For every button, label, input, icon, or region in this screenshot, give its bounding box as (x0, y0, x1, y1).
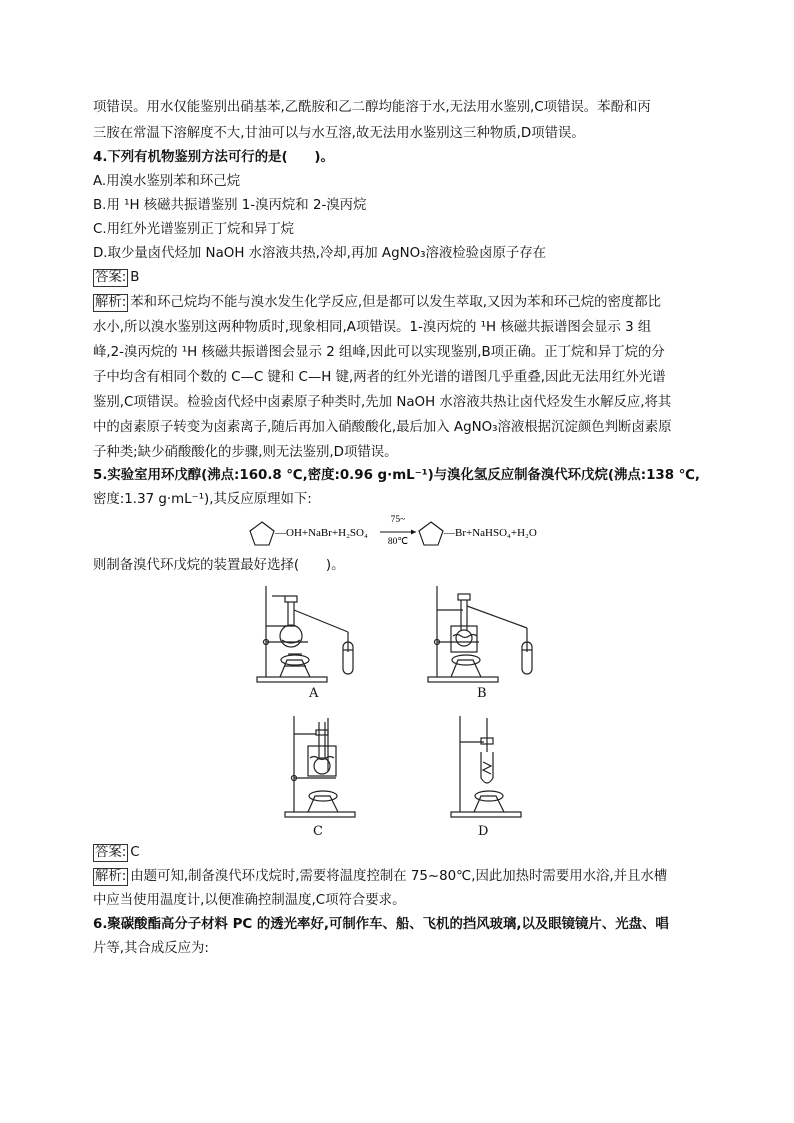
answer-value: C (130, 845, 140, 860)
cyclopentane-ring-left (250, 522, 274, 545)
figure-label-c: C (313, 824, 323, 839)
option-c: C.用红外光谱鉴别正丁烷和异丁烷 (93, 222, 295, 237)
text-line: 中的卤素原子转变为卤素离子,随后再加入硝酸酸化,最后加入 AgNO₃溶液根据沉淀颜色判断卤素原 (93, 420, 672, 435)
explanation-text: 由题可知,制备溴代环戊烷时,需要将温度控制在 75~80℃,因此加热时需要用水浴,并且水槽 (130, 869, 668, 884)
explanation-4 (93, 293, 661, 313)
text-line: 项错误。用水仅能鉴别出硝基苯,乙酰胺和乙二醇均能溶于水,无法用水鉴别,C项错误。苯酚和丙 (93, 100, 651, 115)
figure-label-a: A (309, 686, 319, 701)
question-4: 4.下列有机物鉴别方法可行的是( )。 (93, 150, 334, 165)
answer-value: B (130, 270, 140, 285)
option-d: D.取少量卤代烃加 NaOH 水溶液共热,冷却,再加 AgNO₃溶液检验卤原子存在 (93, 246, 547, 261)
text-line: 片等,其合成反应为: (93, 941, 209, 956)
reaction-equation (248, 514, 568, 554)
question-5: 5.实验室用环戊醇(沸点:160.8 ℃,密度:0.96 g·mL⁻¹)与溴化氢反应制备溴代环戊烷(沸点:138 ℃, (93, 468, 701, 483)
explanation-5 (93, 867, 667, 887)
apparatus-c (280, 712, 360, 820)
apparatus-d (446, 712, 526, 820)
apparatus-b (423, 580, 543, 685)
text-line: 三胺在常温下溶解度不大,甘油可以与水互溶,故无法用水鉴别这三种物质,D项错误。 (93, 126, 585, 141)
question-6: 6.聚碳酸酯高分子材料 PC 的透光率好,可制作车、船、飞机的挡风玻璃,以及眼镜镜片、光盘、唱 (93, 917, 669, 932)
option-a: A.用溴水鉴别苯和环己烷 (93, 174, 241, 189)
figure-label-b: B (477, 686, 487, 701)
arrow-head (411, 530, 416, 535)
answer-4 (93, 268, 139, 288)
option-b: B.用 ¹H 核磁共振谱鉴别 1-溴丙烷和 2-溴丙烷 (93, 198, 367, 213)
answer-tag: 答案: (95, 845, 127, 860)
answer-5 (93, 843, 140, 863)
apparatus-a (252, 580, 362, 685)
text-line: 密度:1.37 g·mL⁻¹),其反应原理如下: (93, 492, 312, 507)
equation-condition-top: 75~ (390, 515, 406, 525)
text-line: 水小,所以溴水鉴别这两种物质时,现象相同,A项错误。1-溴丙烷的 ¹H 核磁共振谱图会显示 3 组 (93, 320, 652, 335)
text-line: 则制备溴代环戊烷的装置最好选择( )。 (93, 558, 345, 573)
figure-label-d: D (478, 824, 489, 839)
text-line: 峰,2-溴丙烷的 ¹H 核磁共振谱图会显示 2 组峰,因此可以实现鉴别,B项正确。正丁烷和异丁烷的分 (93, 345, 665, 360)
explanation-tag: 解析: (95, 295, 127, 310)
text-line: 中应当使用温度计,以便准确控制温度,C项符合要求。 (93, 893, 406, 908)
text-line: 子中均含有相同个数的 C—C 键和 C—H 键,两者的红外光谱的谱图几乎重叠,因此无法用红外光谱 (93, 370, 666, 385)
text-line: 鉴别,C项错误。检验卤代烃中卤素原子种类时,先加 NaOH 水溶液共热让卤代烃发生水解反应,将其 (93, 395, 672, 410)
cyclopentane-ring-right (419, 522, 443, 545)
text-line: 子种类;缺少硝酸酸化的步骤,则无法鉴别,D项错误。 (93, 445, 398, 460)
equation-condition-bottom: 80℃ (387, 537, 409, 547)
explanation-text: 苯和环己烷均不能与溴水发生化学反应,但是都可以发生萃取,又因为苯和环己烷的密度都比 (130, 295, 662, 310)
equation-left: —OH+NaBr+H₂SO₄ (275, 527, 368, 539)
answer-tag: 答案: (95, 270, 127, 285)
equation-right: —Br+NaHSO₄+H₂O (444, 527, 537, 539)
explanation-tag: 解析: (95, 869, 127, 884)
